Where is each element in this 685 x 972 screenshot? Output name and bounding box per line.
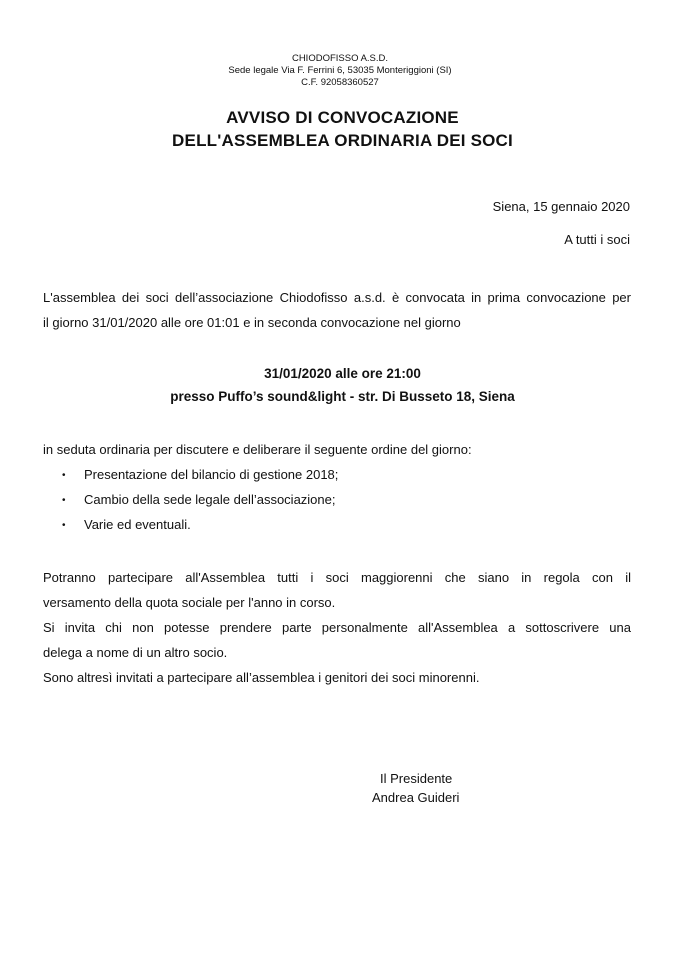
meeting-datetime: 31/01/2020 alle ore 21:00 — [264, 366, 421, 381]
title-line-2: DELL'ASSEMBLEA ORDINARIA DEI SOCI — [172, 131, 513, 150]
recipients: A tutti i soci — [564, 232, 630, 247]
bullet-marker: • — [62, 520, 66, 531]
closing-line-1: Potranno partecipare all'Assemblea tutti i soci maggiorenni che siano in regola con il — [43, 570, 631, 585]
closing-line-5: Sono altresì invitati a partecipare all’assemblea i genitori dei soci minorenni. — [43, 670, 480, 685]
agenda-intro: in seduta ordinaria per discutere e deliberare il seguente ordine del giorno: — [43, 442, 472, 457]
closing-line-2: versamento della quota sociale per l'anno in corso. — [43, 595, 336, 610]
org-tax-code: C.F. 92058360527 — [301, 77, 379, 88]
signature-role: Il Presidente — [380, 771, 453, 786]
closing-line-4: delega a nome di un altro socio. — [43, 645, 228, 660]
title-line-1: AVVISO DI CONVOCAZIONE — [226, 108, 459, 127]
date-line: Siena, 15 gennaio 2020 — [492, 199, 630, 214]
closing-line-3: Si invita chi non potesse prendere parte personalmente all'Assemblea a sottoscrivere una — [43, 620, 631, 635]
intro-line-1: L'assemblea dei soci dell’associazione Chiodofisso a.s.d. è convocata in prima convocazione per — [43, 290, 631, 305]
signature-name: Andrea Guideri — [372, 790, 460, 805]
intro-line-2: il giorno 31/01/2020 alle ore 01:01 e in seconda convocazione nel giorno — [43, 315, 461, 330]
agenda-item-text: Varie ed eventuali. — [84, 517, 191, 532]
agenda-item-text: Presentazione del bilancio di gestione 2018; — [84, 467, 339, 482]
agenda-item-text: Cambio della sede legale dell’associazione; — [84, 492, 336, 507]
bullet-marker: • — [62, 495, 66, 506]
org-name: CHIODOFISSO A.S.D. — [291, 53, 389, 64]
bullet-marker: • — [62, 470, 66, 481]
meeting-location: presso Puffo’s sound&light - str. Di Busseto 18, Siena — [170, 389, 515, 404]
org-address: Sede legale Via F. Ferrini 6, 53035 Monteriggioni (SI) — [228, 65, 452, 76]
